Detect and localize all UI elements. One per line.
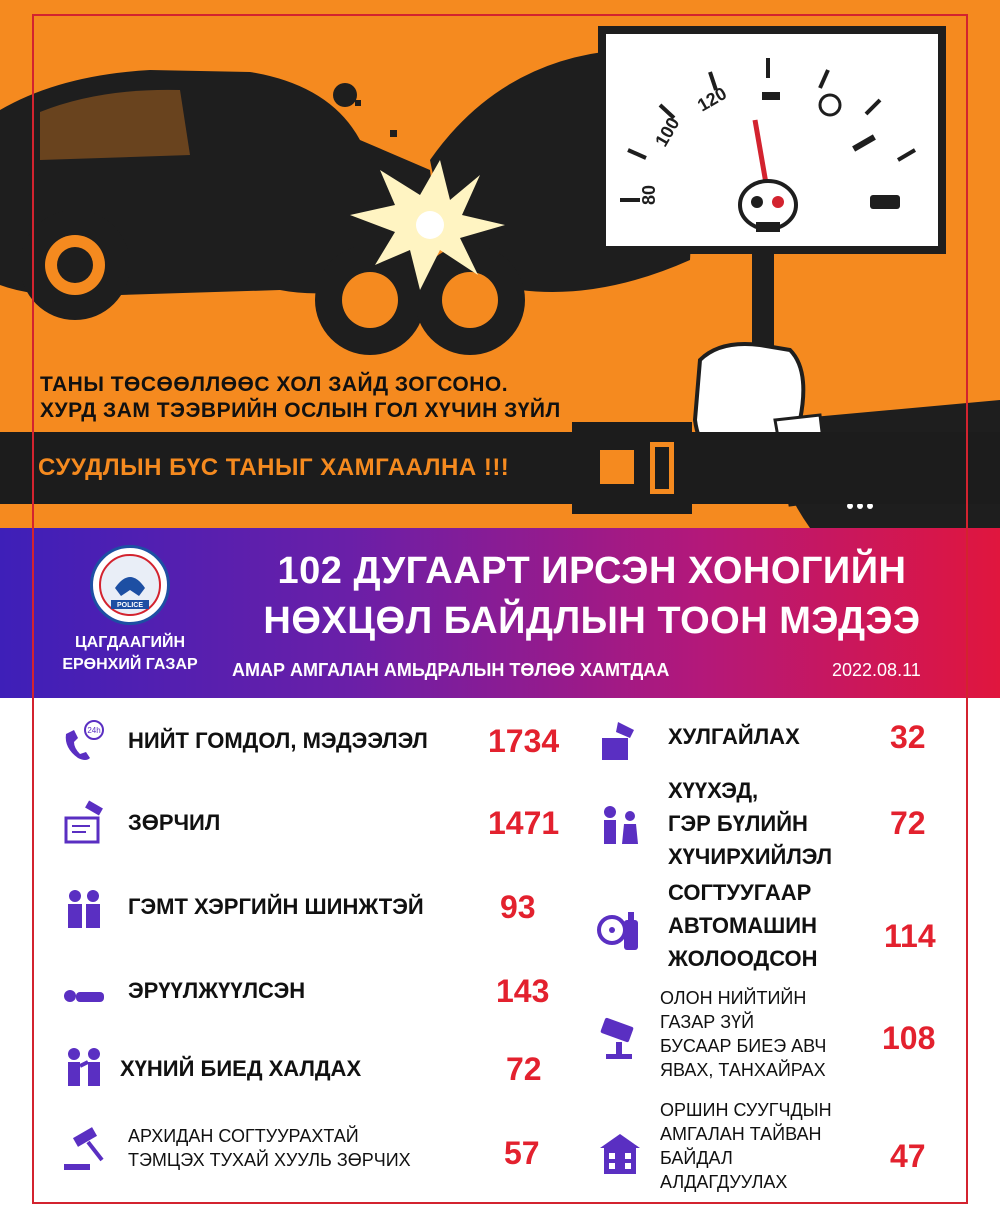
speed-tick-80: 80 [639,184,659,205]
skull-icon [740,181,796,232]
violation-document-icon [60,800,108,848]
drunk-driving-icon [596,906,644,954]
stat-value: 72 [890,805,926,841]
stat-label [668,774,832,873]
stat-label-line: БУСААР БИЕЭ АВЧ [660,1036,827,1056]
stat-value: 108 [882,1020,936,1056]
stat-value: 47 [890,1138,926,1174]
stat-label [660,1098,832,1194]
stat-value: 1471 [488,805,560,841]
stat-label: ЗӨРЧИЛ [128,810,221,835]
stat-label-line: ОЛОН НИЙТИЙН [660,988,807,1008]
stat-label-line: ЖОЛООДСОН [668,946,818,971]
cctv-camera-icon [596,1014,644,1062]
stat-value: 72 [506,1051,542,1087]
stat-label [128,1124,411,1172]
org-line-2: ЕРӨНХИЙ ГАЗАР [62,656,198,673]
slogan-line-1: ТАНЫ ТӨСӨӨЛЛӨӨС ХОЛ ЗАЙД ЗОГСОНО. [40,373,509,396]
stat-label: ГЭМТ ХЭРГИЙН ШИНЖТЭЙ [128,894,424,919]
phone-24h-icon [60,718,108,766]
stat-value: 93 [500,889,536,925]
police-logo [90,545,170,625]
stat-label-line: АЛДАГДУУЛАХ [660,1172,788,1192]
fighting-people-icon [60,1044,108,1092]
stat-label-line: ГАЗАР ЗҮЙ [660,1012,755,1032]
logo-text: POLICE [116,602,144,609]
theft-hand-icon [596,716,644,764]
residential-building-icon [596,1130,644,1178]
stat-label [660,986,826,1082]
stat-label: ЭРҮҮЛЖҮҮЛСЭН [128,978,306,1003]
stat-label-line: БАЙДАЛ [660,1148,733,1168]
title-line-2: НӨХЦӨЛ БАЙДЛЫН ТООН МЭДЭЭ [263,600,921,642]
stat-label-line: ХҮЧИРХИЙЛЭЛ [668,844,833,869]
seat-belt-slogan: СУУДЛЫН БҮС ТАНЫГ ХАМГААЛНА !!! [38,454,510,481]
subtitle: АМАР АМГАЛАН АМЬДРАЛЫН ТӨЛӨӨ ХАМТДАА [232,660,670,680]
stat-value: 143 [496,973,550,1009]
family-violence-icon [596,802,644,850]
lying-person-icon [60,970,108,1018]
stat-label-line: СОГТУУГААР [668,880,812,905]
stat-label-line: ЯВАХ, ТАНХАЙРАХ [660,1060,826,1080]
stat-value: 32 [890,719,926,755]
stat-label: ХҮНИЙ БИЕД ХАЛДАХ [120,1056,362,1081]
stat-label: НИЙТ ГОМДОЛ, МЭДЭЭЛЭЛ [128,728,428,753]
stat-label-line: ГЭР БҮЛИЙН [668,811,808,836]
org-line-1: ЦАГДААГИЙН [74,634,186,651]
organization-name [40,632,220,676]
stat-label-line: АРХИДАН СОГТУУРАХТАЙ [128,1126,359,1146]
slogan-line-2: ХУРД ЗАМ ТЭЭВРИЙН ОСЛЫН ГОЛ ХҮЧИН ЗҮЙЛ [40,399,561,422]
stat-value: 1734 [488,723,560,759]
speed-tick-120: 120 [694,83,731,116]
stat-label-line: ХҮҮХЭД, [668,778,759,803]
gavel-icon [60,1126,108,1174]
svg-text:24h: 24h [87,726,101,735]
stat-label-line: АВТОМАШИН [668,913,817,938]
speed-tick-100: 100 [651,113,684,150]
police-officers-icon [60,884,108,932]
stat-label-line: ТЭМЦЭХ ТУХАЙ ХУУЛЬ ЗӨРЧИХ [128,1150,411,1170]
stat-label-line: АМГАЛАН ТАЙВАН [660,1124,822,1144]
stat-label: ХУЛГАЙЛАХ [668,724,800,749]
stat-label [668,876,818,975]
report-date: 2022.08.11 [832,660,921,680]
stat-value: 114 [884,918,936,954]
title-line-1: 102 ДУГААРТ ИРСЭН ХОНОГИЙН [277,550,907,592]
stat-label-line: ОРШИН СУУГЧДЫН [660,1100,832,1120]
belt-buckle [572,422,692,514]
stat-value: 57 [504,1135,540,1171]
